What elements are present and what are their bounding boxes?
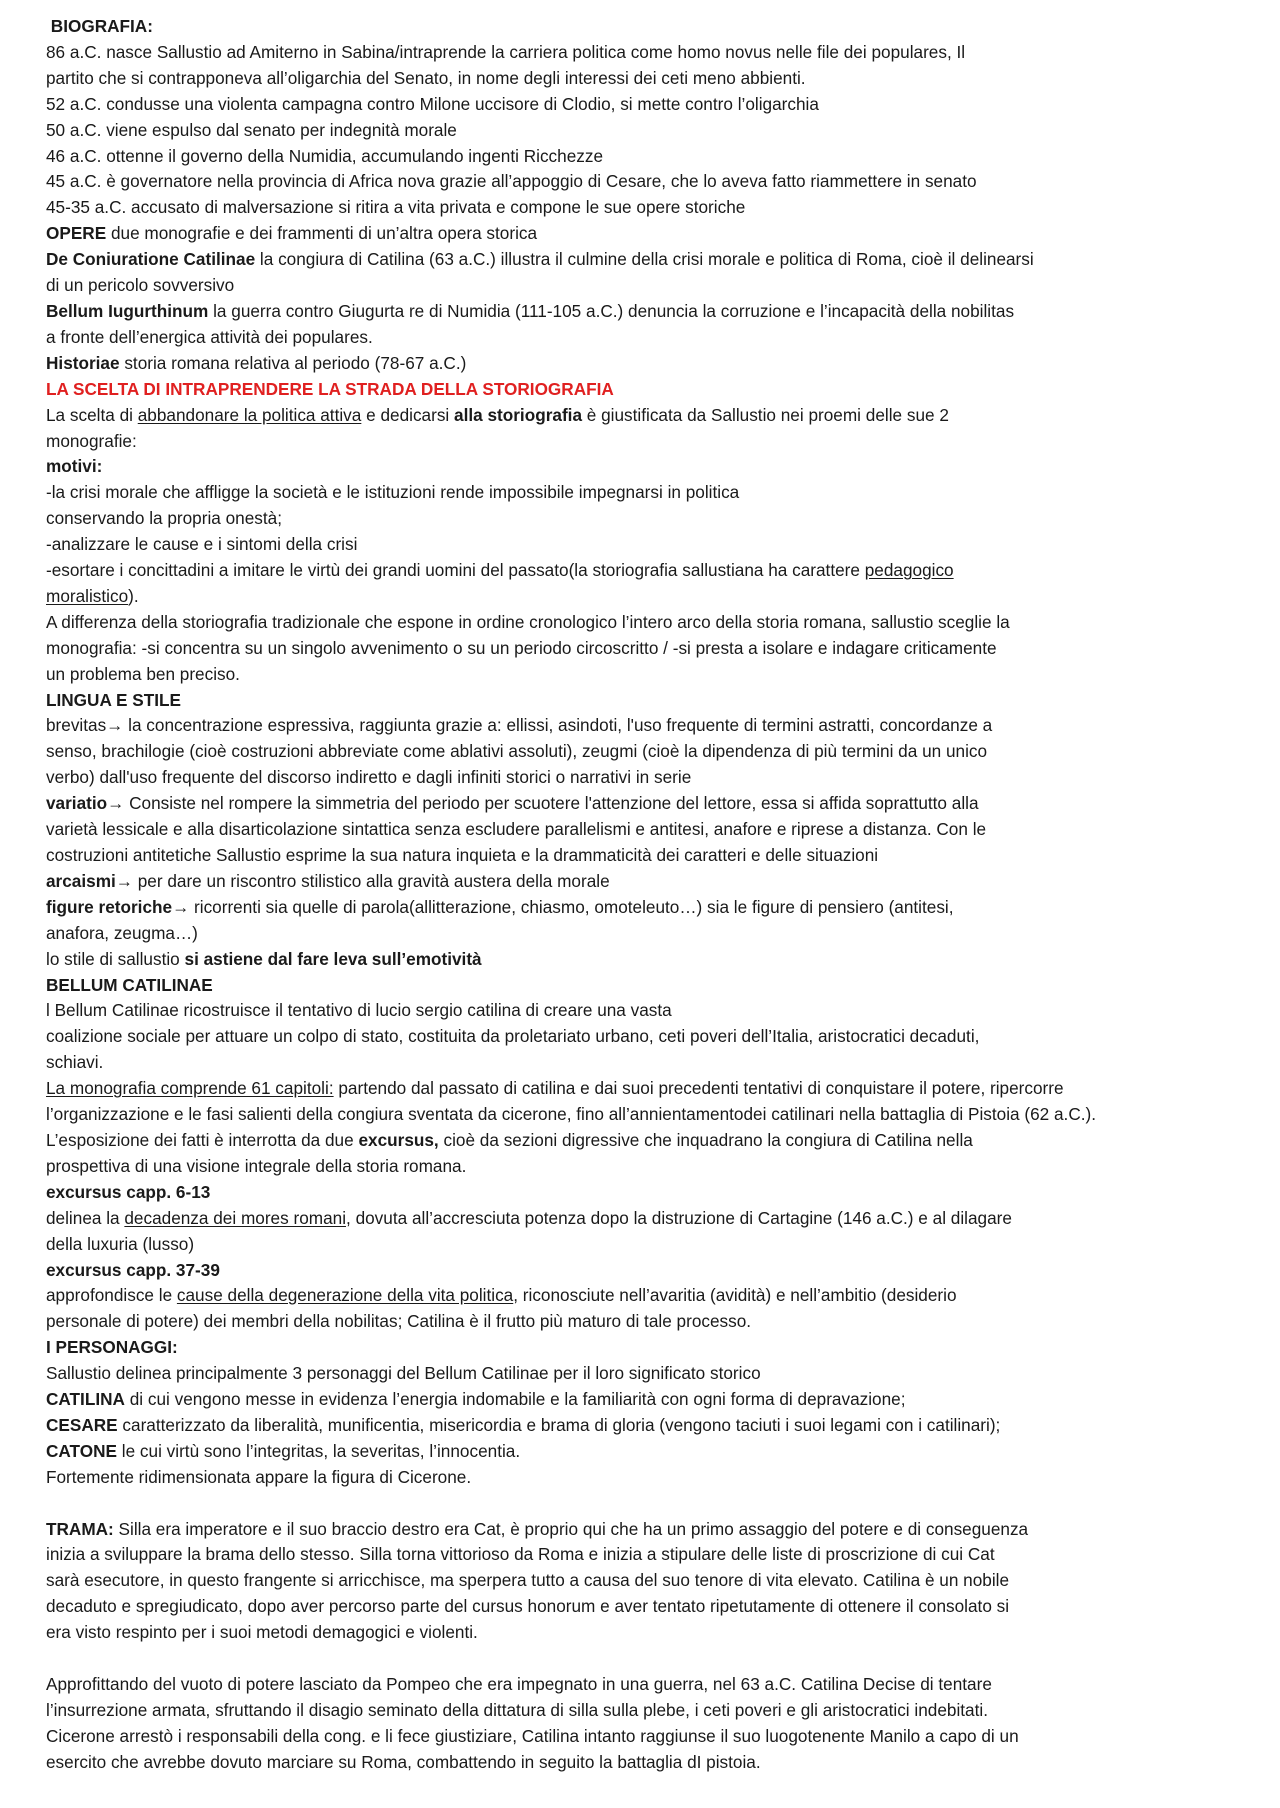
- heading-lingua: LINGUA E STILE: [46, 689, 181, 710]
- scelta-line-2: monografie:: [46, 430, 137, 451]
- document-page: [46, 14, 1256, 1776]
- trama-para-2-line-4: esercito che avrebbe dovuto marciare su Roma, combattendo in seguito la battaglia dI pistoia.: [46, 1751, 761, 1772]
- heading-personaggi: I PERSONAGGI:: [46, 1337, 178, 1358]
- scelta-para-3: un problema ben preciso.: [46, 663, 240, 684]
- bio-line-4: 50 a.C. viene espulso dal senato per indegnità morale: [46, 119, 457, 140]
- heading-biografia: BIOGRAFIA:: [50, 16, 153, 36]
- bio-line-6: 45 a.C. è governatore nella provincia di Africa nova grazie all’appoggio di Cesare, che lo aveva fatto riammettere in senato: [46, 171, 977, 192]
- motivo-3: -esortare i concittadini a imitare le virtù dei grandi uomini del passato(la storiografia sallustiana ha carattere pedagogico: [46, 560, 954, 581]
- motivo-2: -analizzare le cause e i sintomi della crisi: [46, 534, 358, 555]
- arcaismi-line: arcaismi→ per dare un riscontro stilistico alla gravità austera della morale: [46, 870, 610, 891]
- personaggio-catone: CATONE le cui virtù sono l’integritas, la severitas, l’innocentia.: [46, 1440, 521, 1461]
- bio-line-7: 45-35 a.C. accusato di malversazione si ritira a vita privata e compone le sue opere storiche: [46, 197, 746, 218]
- bio-line-5: 46 a.C. ottenne il governo della Numidia, accumulando ingenti Ricchezze: [46, 145, 604, 166]
- trama-line-3: sarà esecutore, in questo frangente si arricchisce, ma sperpera tutto a causa del suo tenore di vita elevato. Catilina è un nobile: [46, 1570, 1010, 1591]
- personaggio-cesare: CESARE caratterizzato da liberalità, munificentia, misericordia e brama di gloria (vengono taciuti i suoi legami con i catilinari);: [46, 1414, 1001, 1435]
- personaggio-cicerone: Fortemente ridimensionata appare la figura di Cicerone.: [46, 1466, 472, 1487]
- variatio-3: costruzioni antitetiche Sallustio esprime la sua natura inquieta e la drammaticità dei caratteri e delle situazioni: [46, 845, 879, 865]
- trama-line-2: inizia a sviluppare la brama dello stesso. Silla torna vittorioso da Roma e inizia a stipulare delle liste di proscrizione di cui Cat: [46, 1544, 995, 1565]
- heading-scelta: LA SCELTA DI INTRAPRENDERE LA STRADA DELLA STORIOGRAFIA: [46, 378, 614, 399]
- brevitas-1: brevitas→ la concentrazione espressiva, raggiunta grazie a: ellissi, asindoti, l'uso frequente di termini astratti, concordanze a: [46, 715, 993, 736]
- bellum-line-1: l Bellum Catilinae ricostruisce il tentativo di lucio sergio catilina di creare una vasta: [46, 1000, 672, 1021]
- bellum-line-7: prospettiva di una visione integrale della storia romana.: [46, 1155, 467, 1176]
- coniuratio-line-2: di un pericolo sovversivo: [46, 275, 235, 296]
- scelta-line-1: La scelta di abbandonare la politica attiva e dedicarsi alla storiografia è giustificata da Sallustio nei proemi delle sue 2: [46, 404, 949, 425]
- figure-1: figure retoriche→ ricorrenti sia quelle di parola(allitterazione, chiasmo, omoteleuto…) sia le figure di pensiero (antitesi,: [46, 896, 954, 917]
- trama-para-2-line-1: Approfittando del vuoto di potere lasciato da Pompeo che era impegnato in una guerra, nel 63 a.C. Catilina Decise di tentare: [46, 1673, 992, 1694]
- iugurthinum-line-1: Bellum Iugurthinum la guerra contro Giugurta re di Numidia (111-105 a.C.) denuncia la corruzione e l’incapacità della nobilitas: [46, 300, 1015, 321]
- variatio-2: varietà lessicale e alla disarticolazione sintattica senza escludere parallelismi e antitesi, anafore e riprese a distanza. Con le: [46, 819, 987, 840]
- bio-line-3: 52 a.C. condusse una violenta campagna contro Milone uccisore di Clodio, si mette contro l’oligarchia: [46, 93, 819, 114]
- bellum-line-6: L’esposizione dei fatti è interrotta da due excursus, cioè da sezioni digressive che inquadrano la congiura di Catilina nella: [46, 1129, 973, 1150]
- scelta-para-1: A differenza della storiografia tradizionale che espone in ordine cronologico l’intero arco della storia romana, sallustio sceglie la: [46, 611, 1010, 632]
- bellum-line-5: l’organizzazione e le fasi salienti della congiura sventata da cicerone, fino all’annientamentodei catilinari nella battaglia di Pistoia (62 a.C.).: [46, 1104, 1097, 1125]
- brevitas-2: senso, brachilogie (cioè costruzioni abbreviate come ablativi assoluti), zeugmi (cioè la dipendenza di più termini da un unico: [46, 741, 988, 762]
- bio-line-1: 86 a.C. nasce Sallustio ad Amiterno in Sabina/intraprende la carriera politica come homo novus nelle file dei populares, Il: [46, 41, 966, 62]
- trama-para-2-line-3: Cicerone arrestò i responsabili della cong. e li fece giustiziare, Catilina intanto raggiunse il suo luogotenente Manilo a capo di un: [46, 1725, 1019, 1746]
- brevitas-3: verbo) dall'uso frequente del discorso indiretto e dagli infiniti storici o narrativi in serie: [46, 767, 692, 788]
- variatio-1: variatio→ Consiste nel rompere la simmetria del periodo per scuotere l'attenzione del lettore, essa si affida soprattutto alla: [46, 793, 979, 814]
- excursus-2-line-1: approfondisce le cause della degenerazione della vita politica, riconosciute nell’avaritia (avidità) e nell’ambitio (desiderio: [46, 1285, 957, 1306]
- scelta-para-2: monografia: -si concentra su un singolo avvenimento o su un periodo circoscritto / -si presta a isolare e indagare criticamente: [46, 637, 997, 658]
- trama-para-2-line-2: l’insurrezione armata, sfruttando il disagio seminato della dittatura di silla sulla plebe, i ceti poveri e gli aristocratici indebitati.: [46, 1699, 988, 1720]
- motivo-3b: moralistico).: [46, 585, 139, 606]
- trama-line-5: era visto respinto per i suoi metodi demagogici e violenti.: [46, 1622, 478, 1643]
- excursus-2-line-2: personale di potere) dei membri della nobilitas; Catilina è il frutto più maturo di tale processo.: [46, 1311, 752, 1332]
- motivi-label: motivi:: [46, 456, 103, 477]
- spacer: [46, 1646, 1256, 1672]
- personaggio-catilina: CATILINA di cui vengono messe in evidenza l’energia indomabile e la familiarità con ogni forma di depravazione;: [46, 1389, 906, 1410]
- stile-line: lo stile di sallustio si astiene dal fare leva sull’emotività: [46, 948, 482, 969]
- bellum-line-4: La monografia comprende 61 capitoli: partendo dal passato di catilina e dai suoi precedenti tentativi di conquistare il potere, ripercorre: [46, 1078, 1064, 1099]
- historiae-line: Historiae storia romana relativa al periodo (78-67 a.C.): [46, 352, 467, 373]
- trama-line-1: TRAMA: Silla era imperatore e il suo braccio destro era Cat, è proprio qui che ha un primo assaggio del potere e di conseguenza: [46, 1518, 1029, 1539]
- excursus-1-heading: excursus capp. 6-13: [46, 1181, 211, 1202]
- excursus-1-line-2: della luxuria (lusso): [46, 1233, 195, 1254]
- excursus-1-line-1: delinea la decadenza dei mores romani, dovuta all’accresciuta potenza dopo la distruzione di Cartagine (146 a.C.) e al dilagare: [46, 1207, 1012, 1228]
- iugurthinum-line-2: a fronte dell’energica attività dei populares.: [46, 326, 373, 347]
- bellum-line-3: schiavi.: [46, 1052, 104, 1073]
- motivo-1: -la crisi morale che affligge la società e le istituzioni rende impossibile impegnarsi in politica: [46, 482, 740, 503]
- trama-line-4: decaduto e spregiudicato, dopo aver percorso parte del cursus honorum e aver tentato ripetutamente di ottenere il consolato si: [46, 1596, 1010, 1617]
- personaggi-intro: Sallustio delinea principalmente 3 personaggi del Bellum Catilinae per il loro significato storico: [46, 1363, 761, 1384]
- bio-line-2: partito che si contrapponeva all’oligarchia del Senato, in nome degli interessi dei ceti meno abbienti.: [46, 67, 806, 88]
- motivo-1b: conservando la propria onestà;: [46, 508, 283, 529]
- spacer: [46, 1491, 1256, 1517]
- coniuratio-line-1: De Coniurationе Catilinae la congiura di Catilina (63 a.C.) illustra il culmine della crisi morale e politica di Roma, cioè il delinearsi: [46, 249, 1034, 270]
- excursus-2-heading: excursus capp. 37-39: [46, 1259, 220, 1280]
- opere-line: OPERE due monografie e dei frammenti di un’altra opera storica: [46, 223, 538, 244]
- bellum-line-2: coalizione sociale per attuare un colpo di stato, costituita da proletariato urbano, ceti poveri dell’Italia, aristocratici decaduti,: [46, 1026, 980, 1047]
- heading-bellum: BELLUM CATILINAE: [46, 974, 213, 995]
- figure-2: anafora, zeugma…): [46, 922, 198, 943]
